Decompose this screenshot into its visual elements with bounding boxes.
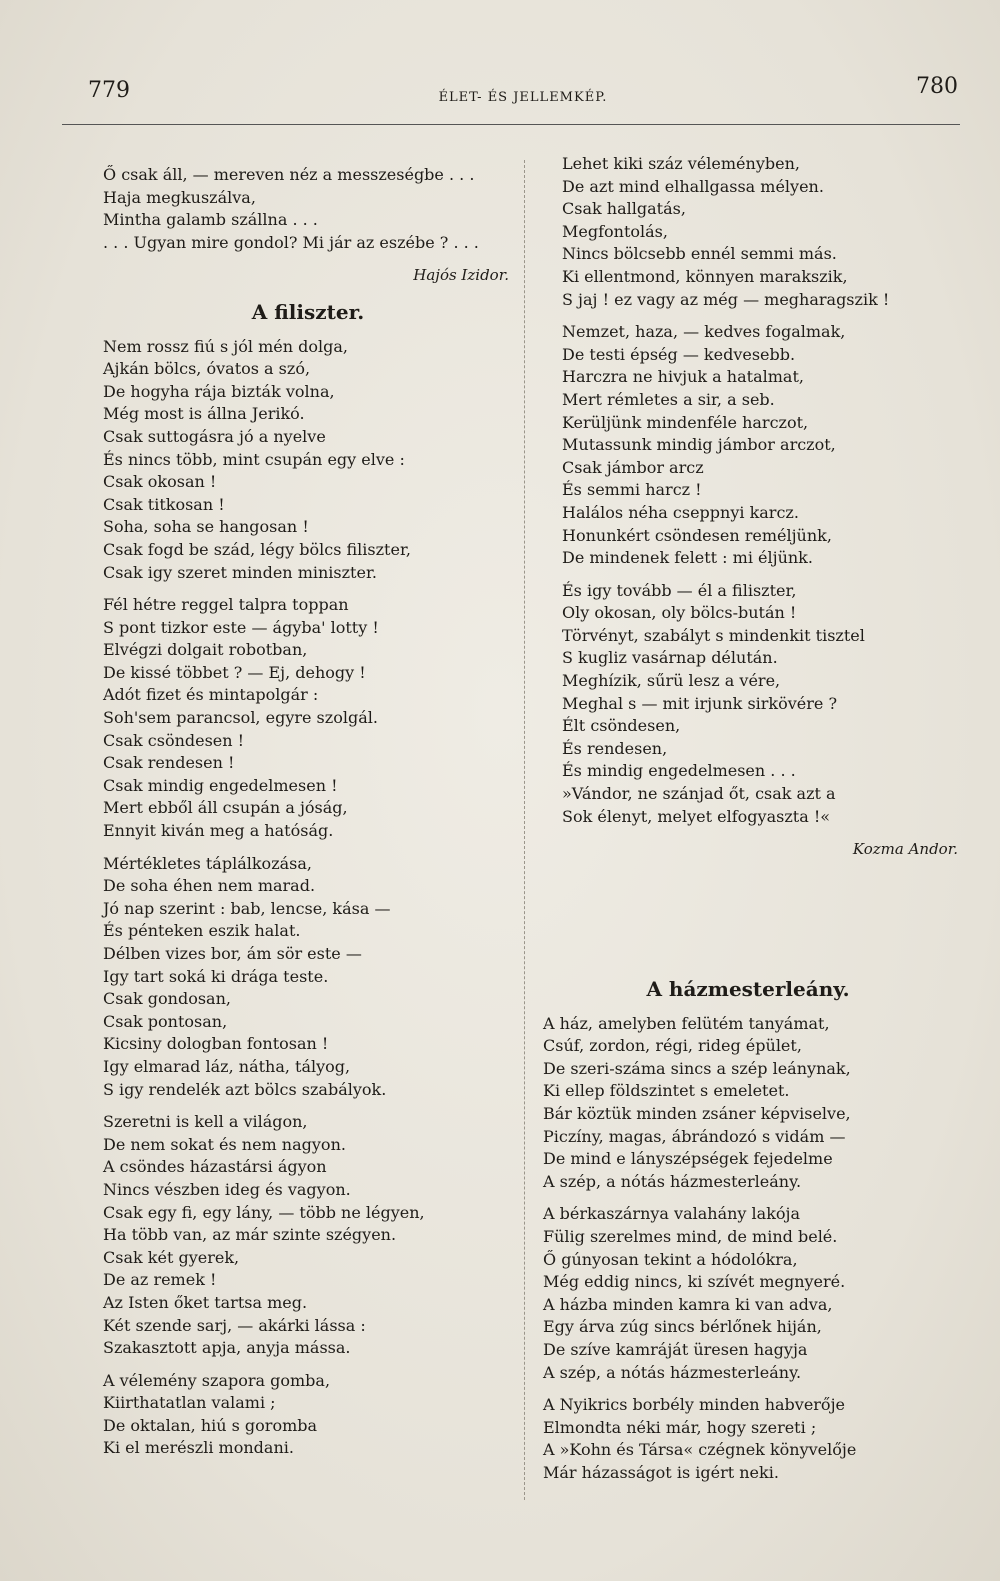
poem-line: Soh'sem parancsol, egyre szolgál.: [103, 708, 378, 728]
poem-line: De az remek !: [103, 1270, 217, 1290]
poem-line: Honunkért csöndesen reméljünk,: [562, 525, 832, 545]
poem-line: Nemzet, haza, — kedves fogalmak,: [562, 322, 846, 342]
poem-line: Jó nap szerint : bab, lencse, kása —: [103, 898, 391, 918]
poem-line: De mindenek felett : mi éljünk.: [562, 548, 813, 568]
poem-line: Ajkán bölcs, óvatos a szó,: [103, 359, 311, 379]
filiszter-stanzas: [103, 336, 513, 1461]
poem-line: Csúf, zordon, régi, rideg épület,: [543, 1036, 802, 1056]
poem-line: Ennyit kiván meg a hatóság.: [103, 821, 334, 841]
poem-line: Mert rémletes a sir, a seb.: [562, 389, 775, 409]
stanza: [103, 1111, 513, 1360]
poem-line: Fülig szerelmes mind, de mind belé.: [543, 1226, 838, 1246]
poem-line: Törvényt, szabályt s mindenkit tisztel: [562, 625, 865, 645]
poem-line: De kissé többet ? — Ej, dehogy !: [103, 662, 366, 682]
poem-line: Csak titkosan !: [103, 494, 225, 514]
poem-line: Elvégzi dolgait robotban,: [103, 640, 308, 660]
poem-line: Csak két gyerek,: [103, 1247, 240, 1267]
poem-line: És semmi harcz !: [562, 480, 702, 500]
poem-line: A szép, a nótás házmesterleány.: [543, 1362, 802, 1382]
stanza: [543, 1203, 953, 1384]
poem-line: Mértékletes táplálkozása,: [103, 853, 312, 873]
poem-line: De hogyha rája bizták volna,: [103, 381, 335, 401]
poem-line: Nem rossz fiú s jól mén dolga,: [103, 336, 348, 356]
poem-line: Csak csöndesen !: [103, 730, 245, 750]
poem-line: Csak fogd be szád, légy bölcs filiszter,: [103, 539, 411, 559]
poem-title-hazmesterleany: A házmesterleány.: [646, 977, 850, 1001]
poem-line: Meghízik, sűrü lesz a vére,: [562, 671, 781, 691]
poem-line: Kiirthatatlan valami ;: [103, 1393, 276, 1413]
poem-line: A ház, amelyben felütém tanyámat,: [543, 1013, 830, 1033]
poem-line: És pénteken eszik halat.: [103, 921, 301, 941]
poem-line: De mind e lányszépségek fejedelme: [543, 1149, 833, 1169]
poem-line: Csak suttogásra jó a nyelve: [103, 426, 326, 446]
poem-line: Kicsiny dologban fontosan !: [103, 1034, 329, 1054]
poem-line: Halálos néha cseppnyi karcz.: [562, 502, 799, 522]
poem-line: Csak hallgatás,: [562, 199, 686, 219]
poem-line: Még eddig nincs, ki szívét megnyeré.: [543, 1272, 846, 1292]
poem-line: Sok élenyt, melyet elfogyaszta !«: [562, 806, 831, 826]
poem-line: De testi épség — kedvesebb.: [562, 344, 796, 364]
poem-line: A Nyikrics borbély minden habverője: [543, 1395, 845, 1415]
poem-line: És mindig engedelmesen . . .: [562, 761, 796, 781]
poem-line: A szép, a nótás házmesterleány.: [543, 1171, 802, 1191]
stanza: [103, 594, 513, 843]
poem-line: A »Kohn és Társa« czégnek könyvelője: [543, 1440, 857, 1460]
poem-line: S igy rendelék azt bölcs szabályok.: [103, 1079, 387, 1099]
poem-line: Ki ellentmond, könnyen marakszik,: [562, 266, 848, 286]
poem-line: De szíve kamráját üresen hagyja: [543, 1339, 808, 1359]
poem-line: A bérkaszárnya valahány lakója: [543, 1204, 801, 1224]
poem-line: Harczra ne hivjuk a hatalmat,: [562, 367, 804, 387]
poem-line: Egy árva zúg sincs bérlőnek hiján,: [543, 1317, 822, 1337]
poem-line: És nincs több, mint csupán egy elve :: [103, 449, 405, 469]
column-divider: [524, 160, 525, 1500]
intro-author: Hajós Izidor.: [413, 266, 509, 285]
poem-line: Nincs bölcsebb ennél semmi más.: [562, 244, 837, 264]
right-column: [562, 153, 962, 875]
poem-line: A vélemény szapora gomba,: [103, 1370, 331, 1390]
page-number-right: 780: [916, 74, 958, 99]
poem-line: Mutassunk mindig jámbor arczot,: [562, 435, 836, 455]
filiszter-stanzas-continued: [562, 153, 962, 828]
header-rule: [62, 124, 960, 125]
stanza: [562, 321, 962, 570]
poem-line: Kerüljünk mindenféle harczot,: [562, 412, 809, 432]
stanza: [562, 580, 962, 829]
stanza: [562, 153, 962, 311]
poem-line: Élt csöndesen,: [562, 716, 681, 736]
poem-line: Meghal s — mit irjunk sirkövére ?: [562, 693, 838, 713]
poem-line: Még most is állna Jerikó.: [103, 404, 305, 424]
poem-line: Csak egy fi, egy lány, — több ne légyen,: [103, 1202, 425, 1222]
poem-line: S kugliz vasárnap délután.: [562, 648, 778, 668]
poem-line: Fél hétre reggel talpra toppan: [103, 595, 349, 615]
poem-line: Csak mindig engedelmesen !: [103, 775, 338, 795]
poem-line: Délben vizes bor, ám sör este —: [103, 944, 362, 963]
stanza: [543, 1394, 953, 1484]
poem-line: Lehet kiki száz véleményben,: [562, 154, 800, 173]
poem-line: »Vándor, ne szánjad őt, csak azt a: [562, 784, 836, 804]
poem-line: Nincs vészben ideg és vagyon.: [103, 1179, 351, 1199]
poem-line: Csak jámbor arcz: [562, 457, 704, 477]
poem-line: Szakasztott apja, anyja mássa.: [103, 1338, 351, 1358]
poem-title-filiszter: A filiszter.: [251, 299, 365, 324]
second-poem: [543, 968, 953, 1494]
poem-line: De szeri-száma sincs a szép leánynak,: [543, 1058, 851, 1078]
poem-line: És igy tovább — él a filiszter,: [562, 580, 797, 600]
poem-line: Megfontolás,: [562, 221, 668, 241]
poem-line: Piczíny, magas, ábrándozó s vidám —: [543, 1126, 846, 1146]
poem-line: De soha éhen nem marad.: [103, 876, 316, 896]
poem-line: S pont tizkor este — ágyba' lotty !: [103, 617, 379, 637]
poem-line: Bár köztük minden zsáner képviselve,: [543, 1103, 851, 1123]
poem-line: Igy tart soká ki drága teste.: [103, 966, 329, 986]
stanza: [103, 336, 513, 585]
poem-line: Adót fizet és mintapolgár :: [103, 685, 319, 705]
intro-stanza: [103, 164, 513, 254]
poem-line: Ki el merészli mondani.: [103, 1438, 294, 1458]
poem-line: Elmondta néki már, hogy szereti ;: [543, 1417, 817, 1437]
page-header: [88, 74, 958, 112]
poem-line: Haja megkuszálva,: [103, 187, 256, 207]
poem-line: A csöndes házastársi ágyon: [103, 1157, 327, 1177]
poem-line: Oly okosan, oly bölcs-bután !: [562, 603, 797, 623]
poem-line: Már házasságot is igért neki.: [543, 1462, 779, 1482]
poem-line: Csak pontosan,: [103, 1011, 228, 1031]
poem-line: Mintha galamb szállna . . .: [103, 210, 318, 230]
poem-line: Soha, soha se hangosan !: [103, 517, 309, 537]
poem-line: Az Isten őket tartsa meg.: [103, 1292, 308, 1312]
stanza: [543, 1013, 953, 1194]
running-title: ÉLET- ÉS JELLEMKÉP.: [438, 90, 608, 105]
hazmesterleany-stanzas: [543, 1013, 953, 1485]
page-number-left: 779: [88, 78, 130, 103]
stanza: [103, 853, 513, 1102]
poem-line: S jaj ! ez vagy az még — megharagszik !: [562, 289, 890, 309]
poem-line: Ha több van, az már szinte szégyen.: [103, 1225, 397, 1245]
poem-line: Mert ebből áll csupán a jóság,: [103, 798, 348, 818]
poem-line: Szeretni is kell a világon,: [103, 1112, 308, 1132]
poem-line: De azt mind elhallgassa mélyen.: [562, 176, 824, 196]
poem-line: Két szende sarj, — akárki lássa :: [103, 1315, 366, 1335]
poem-line: De oktalan, hiú s goromba: [103, 1415, 318, 1435]
poem-line: Ő csak áll, — mereven néz a messzeségbe . . .: [103, 165, 475, 184]
poem-line: Igy elmarad láz, nátha, tályog,: [103, 1056, 351, 1076]
poem-line: Csak igy szeret minden miniszter.: [103, 562, 377, 582]
poem-line: A házba minden kamra ki van adva,: [543, 1294, 833, 1314]
poem-line: Csak okosan !: [103, 472, 217, 492]
stanza: [103, 1370, 513, 1460]
poem-line: Ki ellep földszintet s emeletet.: [543, 1081, 790, 1101]
poem-author: Kozma Andor.: [852, 840, 958, 859]
poem-line: De nem sokat és nem nagyon.: [103, 1134, 346, 1154]
poem-line: . . . Ugyan mire gondol? Mi jár az eszébe ? . . .: [103, 232, 479, 252]
poem-line: És rendesen,: [562, 738, 668, 758]
poem-line: Csak rendesen !: [103, 753, 235, 773]
poem-line: Ő gúnyosan tekint a hódolókra,: [543, 1249, 798, 1269]
left-column: [103, 164, 513, 1470]
poem-line: Csak gondosan,: [103, 989, 231, 1009]
